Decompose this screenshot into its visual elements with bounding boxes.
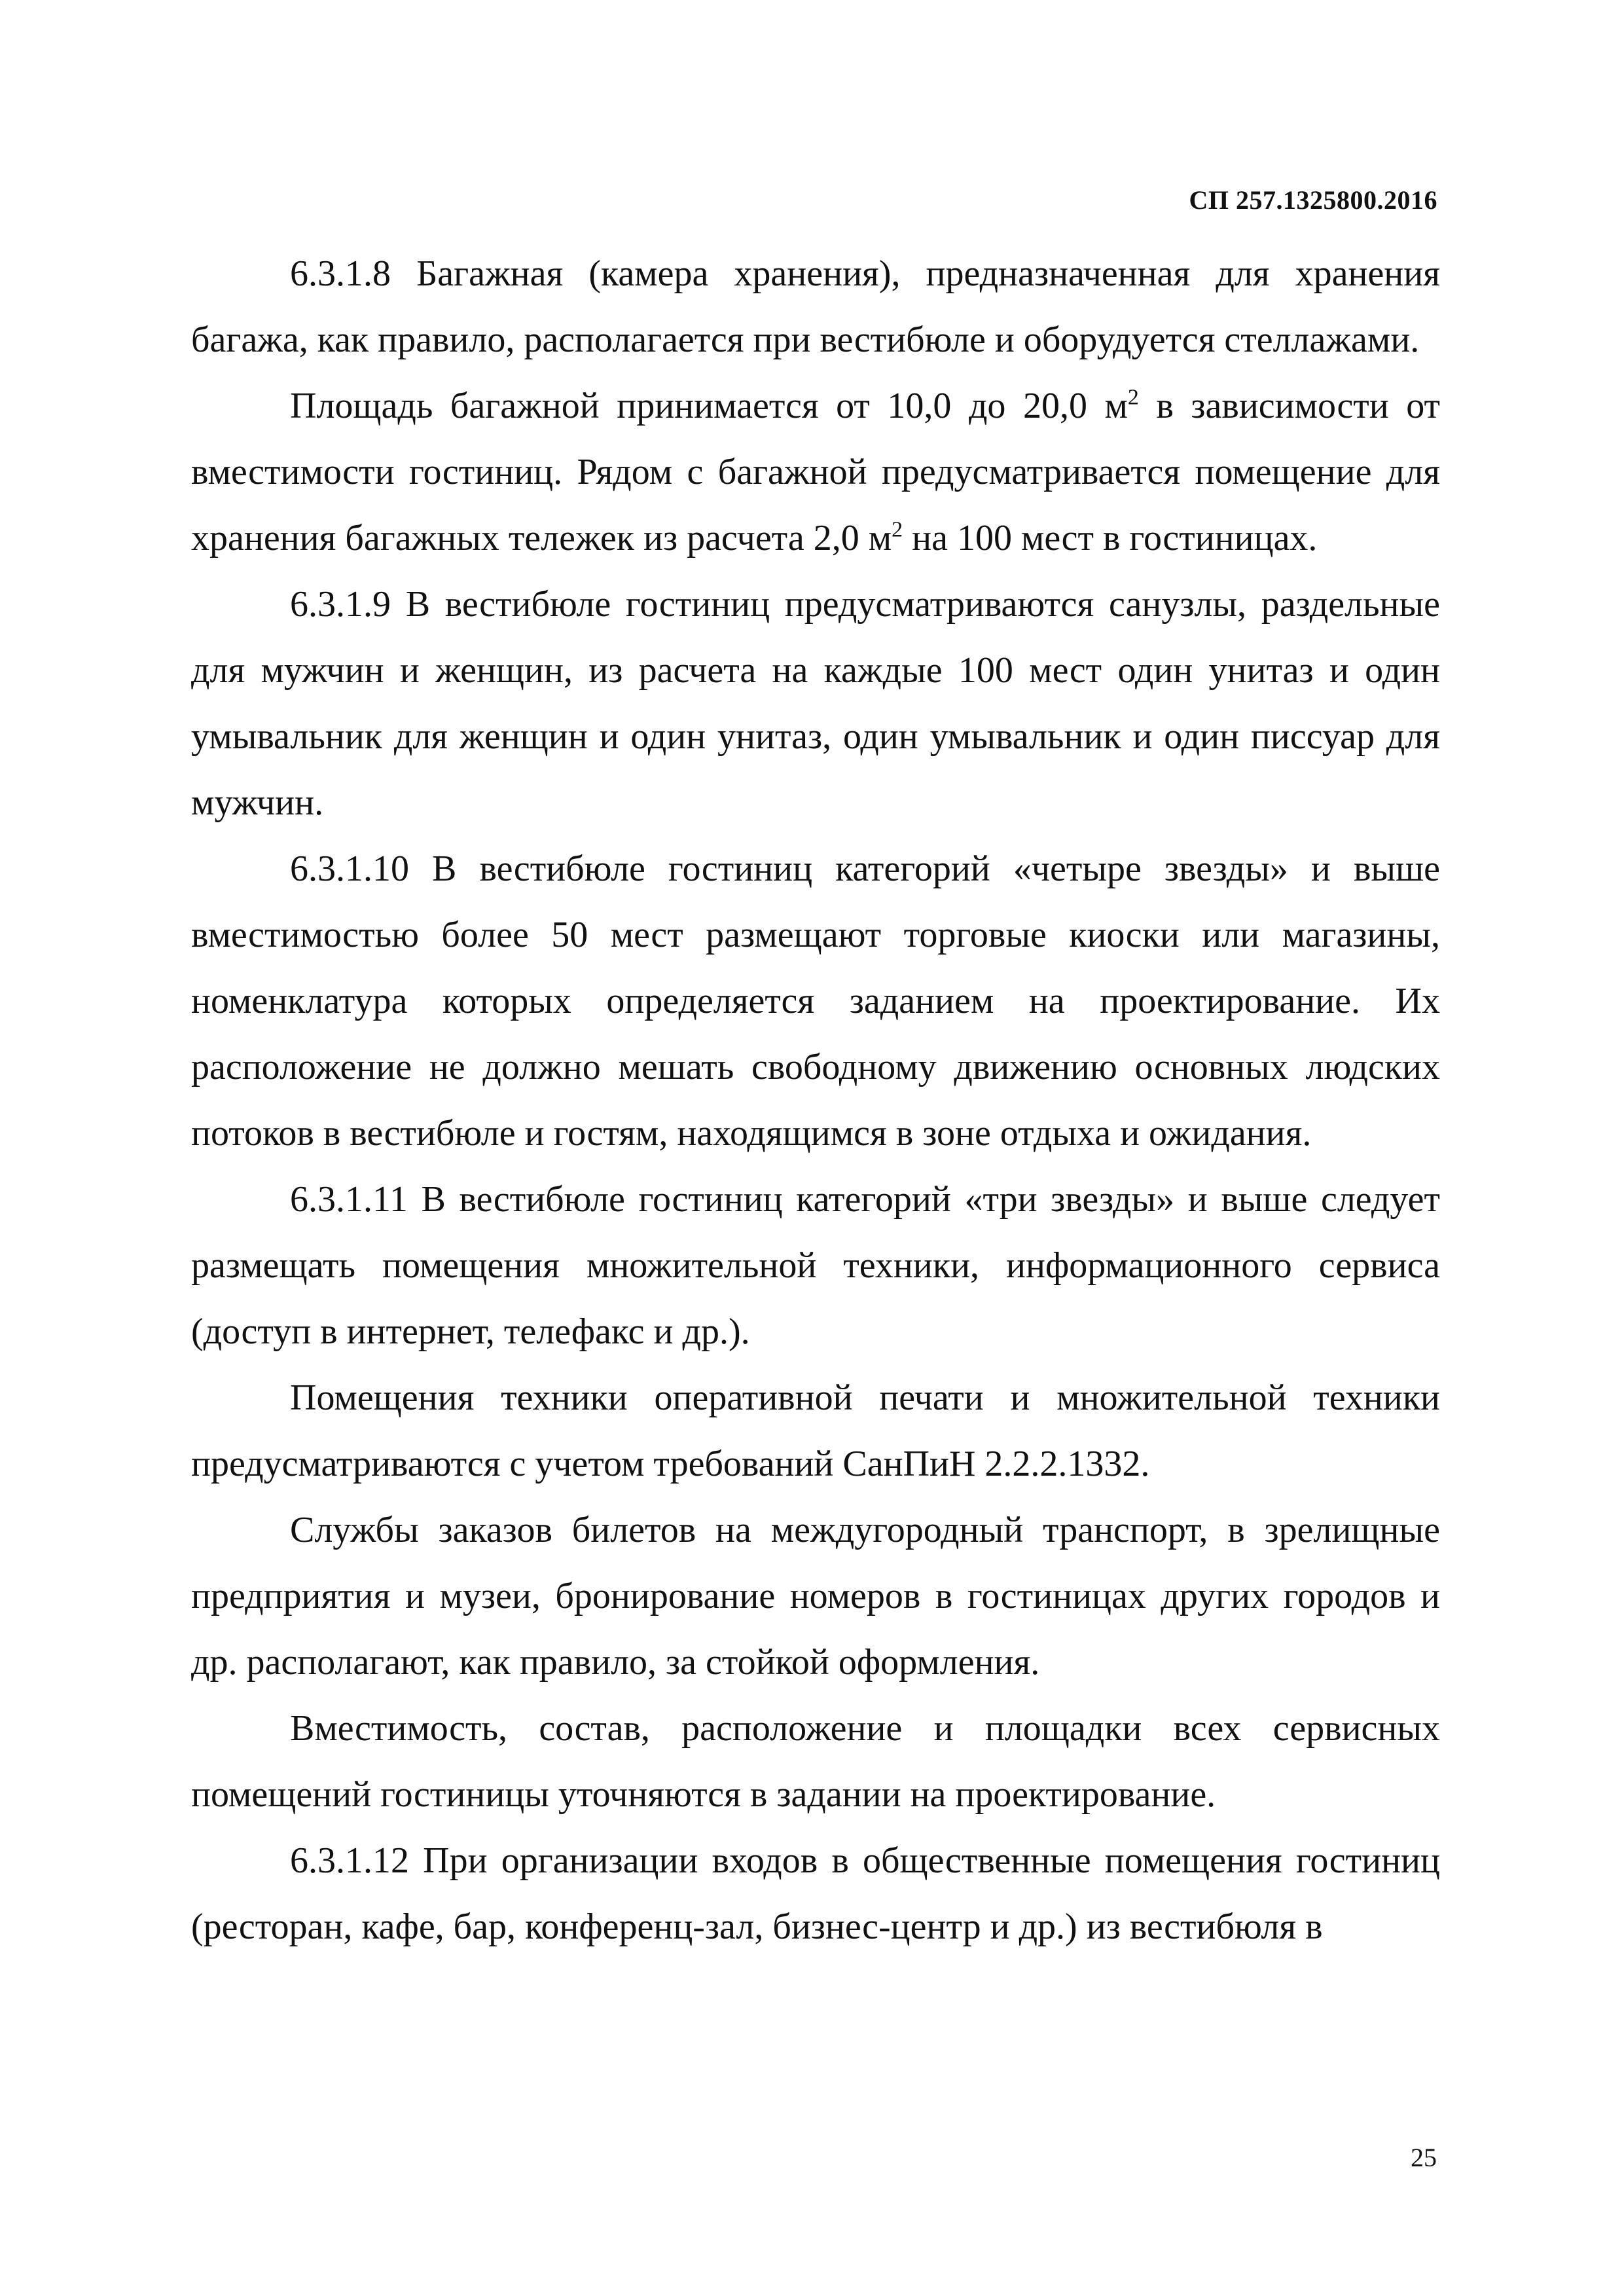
paragraph-text-segment: Площадь багажной принимается от 10,0 до 20,0 м: [290, 386, 1128, 426]
paragraph-6-3-1-12: 6.3.1.12 При организации входов в общественные помещения гостиниц (ресторан, кафе, бар, конференц-зал, бизнес-центр и др.) из вестибюля в: [191, 1840, 1440, 1947]
paragraph-text-segment: в зависимости от вместимости гостиниц. Рядом с багажной предусматривается помещение для хранения багажных тележек из расчета 2,0 м: [191, 386, 1440, 558]
superscript-square: 2: [1127, 385, 1139, 410]
paragraph-capacity: Вместимость, состав, расположение и площадки всех сервисных помещений гостиницы уточняются в задании на проектирование.: [191, 1708, 1440, 1815]
paragraph-baggage-area: [191, 373, 1440, 572]
paragraph-6-3-1-10: 6.3.1.10 В вестибюле гостиниц категорий «четыре звезды» и выше вместимостью более 50 мест размещают торговые киоски или магазины, номенклатура которых определяется заданием на проектирование. Их расположение не должно мешать свободному движению основных людских потоков в вестибюле и гостям, находящимся в зоне отдыха и ожидания.: [191, 848, 1440, 1154]
page-number: 25: [1411, 2143, 1437, 2172]
document-body: [191, 241, 1440, 1960]
paragraph-6-3-1-9: 6.3.1.9 В вестибюле гостиниц предусматриваются санузлы, раздельные для мужчин и женщин, из расчета на каждые 100 мест один унитаз и один умывальник для женщин и один унитаз, один умывальник и один писсуар для мужчин.: [191, 584, 1440, 823]
superscript-square: 2: [892, 517, 903, 542]
document-code-header: СП 257.1325800.2016: [1189, 185, 1437, 215]
paragraph-6-3-1-11: 6.3.1.11 В вестибюле гостиниц категорий «три звезды» и выше следует размещать помещения множительной техники, информационного сервиса (доступ в интернет, телефакс и др.).: [191, 1179, 1440, 1352]
paragraph-printing-rooms: Помещения техники оперативной печати и множительной техники предусматриваются с учетом требований СанПиН 2.2.2.1332.: [191, 1377, 1440, 1484]
paragraph-6-3-1-8: 6.3.1.8 Багажная (камера хранения), предназначенная для хранения багажа, как правило, располагается при вестибюле и оборудуется стеллажами.: [191, 253, 1440, 360]
paragraph-ticket-services: Службы заказов билетов на междугородный транспорт, в зрелищные предприятия и музеи, бронирование номеров в гостиницах других городов и др. располагают, как правило, за стойкой оформления.: [191, 1510, 1440, 1683]
paragraph-text-segment: на 100 мест в гостиницах.: [903, 518, 1318, 558]
